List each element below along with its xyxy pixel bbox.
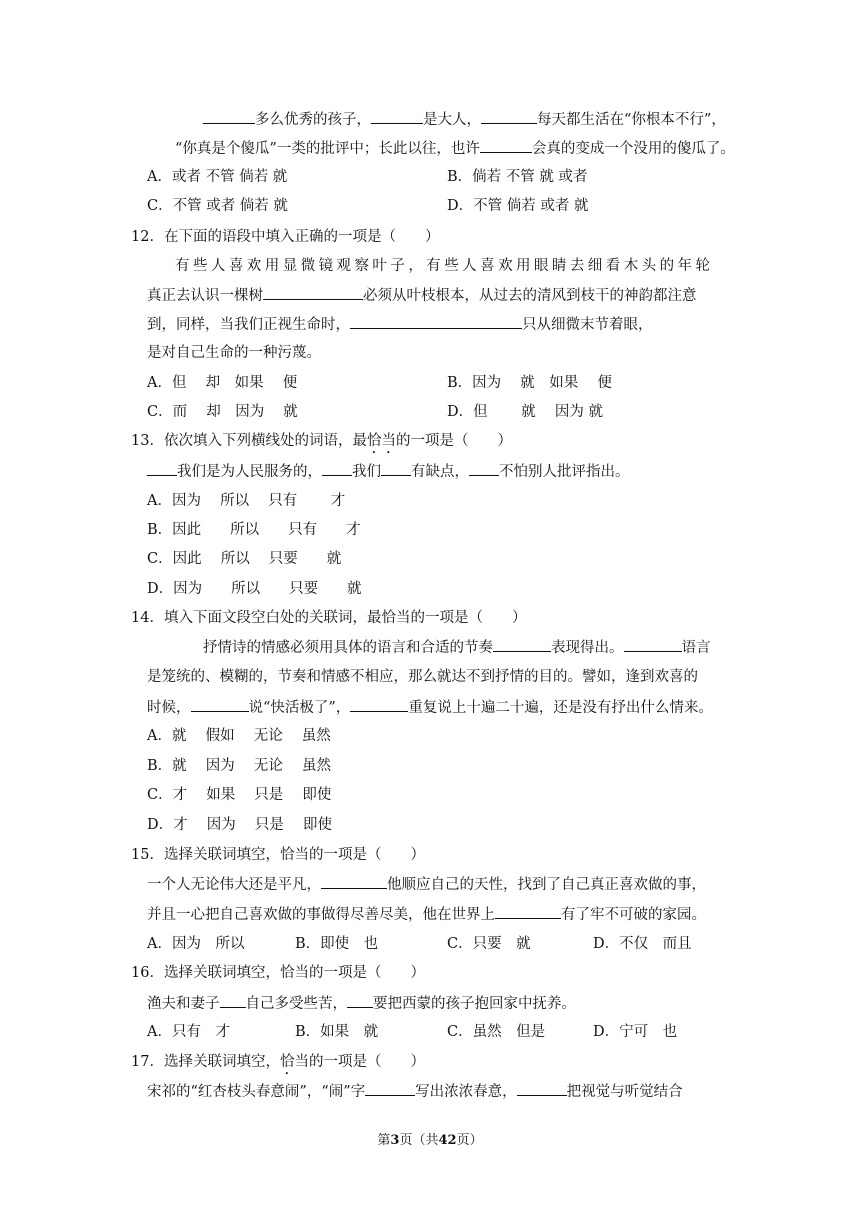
option-d[interactable]: D．不仅 而且 bbox=[593, 936, 692, 952]
option-b[interactable]: B．即使 也 bbox=[295, 936, 379, 952]
q13-option-b[interactable]: B．因此 所以 只有 才 bbox=[147, 522, 361, 538]
blank bbox=[480, 137, 532, 153]
emphasis-text: 恰当 bbox=[366, 433, 396, 449]
option-a[interactable]: A．因为 所以 bbox=[147, 936, 245, 952]
blank bbox=[517, 1080, 567, 1096]
q14-stem: 14．填入下面文段空白处的关联词，最恰当的一项是（ ） bbox=[131, 610, 527, 626]
blank bbox=[469, 460, 499, 476]
q12-line-2: 真正去认识一棵树 必须从叶枝根本，从过去的清风到枝干的神韵都注意 bbox=[147, 284, 717, 307]
q13-line-1: 我们是为人民服务的， 我们 有缺点， 不怕别人批评指出。 bbox=[147, 460, 717, 483]
blank bbox=[371, 108, 423, 124]
blank bbox=[322, 460, 352, 476]
q11-options-row-1 bbox=[147, 166, 717, 188]
option-b[interactable]: B．倘若 不管 就 或者 bbox=[447, 169, 588, 185]
blank bbox=[220, 992, 246, 1008]
q14-line-3: 时候， 说“快活极了”， 重复说上十遍二十遍，还是没有抒出什么情来。 bbox=[147, 696, 717, 719]
blank bbox=[381, 460, 411, 476]
option-a[interactable]: A．但 却 如果 便 bbox=[147, 375, 298, 391]
emphasis-text: 恰 bbox=[279, 1054, 295, 1070]
q13-stem: 13．依次填入下列横线处的词语，最恰当的一项是（ ） bbox=[131, 433, 512, 449]
option-c[interactable]: C．而 却 因为 就 bbox=[147, 404, 298, 420]
q16-stem: 16．选择关联词填空，恰当的一项是（ ） bbox=[131, 965, 425, 981]
blank bbox=[481, 108, 537, 124]
blank bbox=[263, 284, 363, 300]
blank bbox=[624, 636, 682, 652]
q11-line-1: 多么优秀的孩子， 是大人， 每天都生活在“你根本不行”， bbox=[203, 108, 773, 131]
option-b[interactable]: B．如果 就 bbox=[295, 1024, 379, 1040]
q17-line-1: 宋祁的“红杏枝头春意闹”，“闹”字 写出浓浓春意， 把视觉与听觉结合 bbox=[147, 1080, 717, 1103]
option-c[interactable]: C．只要 就 bbox=[447, 936, 531, 952]
blank bbox=[191, 696, 249, 712]
option-d[interactable]: D．宁可 也 bbox=[593, 1024, 678, 1040]
q12-line-4: 是对自己生命的一种污蔑。 bbox=[147, 345, 321, 361]
q17-stem: 17．选择关联词填空，恰当的一项是（ ） bbox=[131, 1054, 425, 1070]
blank bbox=[347, 992, 373, 1008]
option-d[interactable]: D．但 就 因为 就 bbox=[447, 404, 603, 420]
q14-line-1: 抒情诗的情感必须用具体的语言和合适的节奏 表现得出。 语言 bbox=[203, 636, 773, 659]
option-c[interactable]: C．不管 或者 倘若 就 bbox=[147, 198, 288, 214]
q14-line-2: 是笼统的、模糊的，节奏和情感不相应，那么就达不到抒情的目的。譬如，逢到欢喜的 bbox=[147, 669, 698, 685]
q12-options-row-2 bbox=[147, 401, 717, 423]
q12-stem: 12．在下面的语段中填入正确的一项是（ ） bbox=[131, 229, 440, 245]
q13-option-a[interactable]: A．因为 所以 只有 才 bbox=[147, 493, 346, 509]
option-b[interactable]: B．因为 就 如果 便 bbox=[447, 375, 612, 391]
blank bbox=[350, 696, 408, 712]
q15-line-1: 一个人无论伟大还是平凡， 他顺应自己的天性，找到了自己真正喜欢做的事， bbox=[147, 873, 717, 896]
q14-option-d[interactable]: D．才 因为 只是 即使 bbox=[147, 817, 332, 833]
q14-option-a[interactable]: A．就 假如 无论 虽然 bbox=[147, 728, 331, 744]
option-d[interactable]: D．不管 倘若 或者 就 bbox=[447, 198, 589, 214]
q13-option-c[interactable]: C．因此 所以 只要 就 bbox=[147, 551, 342, 567]
q12-line-3: 到，同样，当我们正视生命时， 只从细微末节着眼， bbox=[147, 313, 717, 336]
page-footer: 第3页（共42页） bbox=[377, 1133, 483, 1148]
blank bbox=[321, 873, 387, 889]
total-pages: 42 bbox=[438, 1133, 457, 1148]
blank bbox=[147, 460, 177, 476]
q12-line-1: 有些人喜欢用显微镜观察叶子，有些人喜欢用眼睛去细看木头的年轮 bbox=[175, 258, 710, 274]
q11-line-2: “你真是个傻瓜”一类的批评中；长此以往，也许 会真的变成一个没用的傻瓜了。 bbox=[175, 137, 745, 160]
q15-line-2: 并且一心把自己喜欢做的事做得尽善尽美，他在世界上 有了牢不可破的家园。 bbox=[147, 903, 717, 926]
page-number: 3 bbox=[390, 1133, 400, 1148]
option-a[interactable]: A．或者 不管 倘若 就 bbox=[147, 169, 288, 185]
option-a[interactable]: A．只有 才 bbox=[147, 1024, 230, 1040]
blank bbox=[495, 903, 561, 919]
blank bbox=[203, 108, 255, 124]
q12-options-row-1 bbox=[147, 372, 717, 394]
option-c[interactable]: C．虽然 但是 bbox=[447, 1024, 546, 1040]
q16-options bbox=[147, 1021, 717, 1043]
q11-options-row-2 bbox=[147, 195, 717, 217]
q16-line-1: 渔夫和妻子 自己多受些苦， 要把西蒙的孩子抱回家中抚养。 bbox=[147, 992, 717, 1015]
blank bbox=[365, 1080, 415, 1096]
q15-stem: 15．选择关联词填空，恰当的一项是（ ） bbox=[131, 847, 425, 863]
blank bbox=[493, 636, 551, 652]
blank bbox=[350, 313, 522, 329]
q14-option-b[interactable]: B．就 因为 无论 虽然 bbox=[147, 758, 331, 774]
q15-options bbox=[147, 933, 717, 955]
q13-option-d[interactable]: D．因为 所以 只要 就 bbox=[147, 581, 362, 597]
q14-option-c[interactable]: C．才 如果 只是 即使 bbox=[147, 787, 332, 803]
